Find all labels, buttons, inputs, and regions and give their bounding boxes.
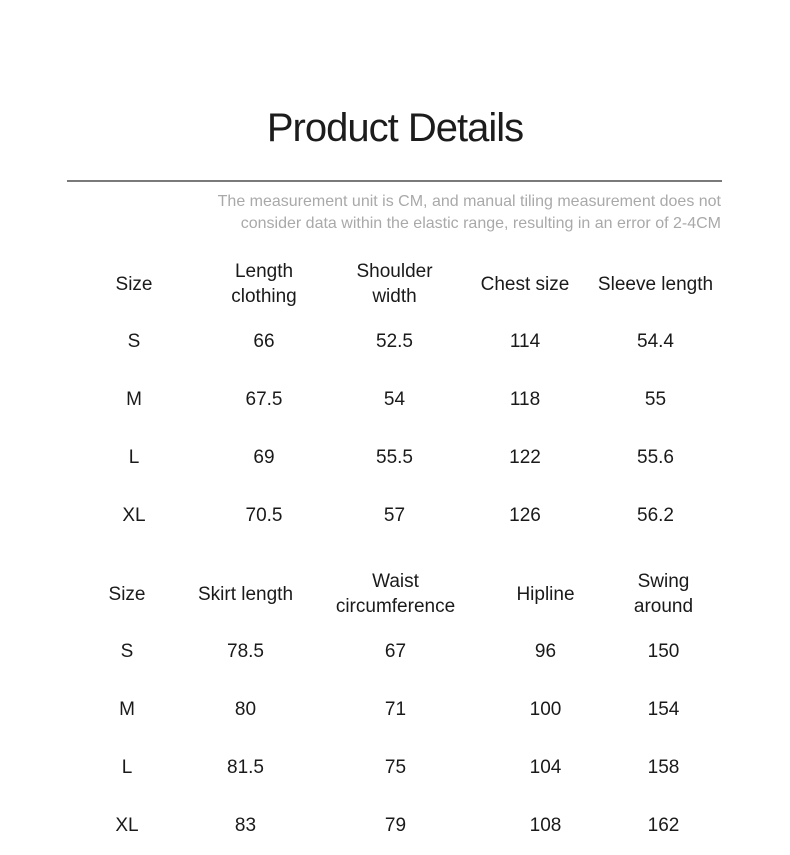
table-cell: 104: [529, 757, 562, 778]
header-hipline: Hipline: [516, 583, 575, 605]
table-cell: 66: [253, 331, 275, 352]
header-row: [69, 255, 721, 313]
header-size: Size: [108, 583, 146, 605]
table-row: [62, 681, 728, 739]
table-cell: 122: [509, 447, 541, 468]
header-waist-circumference: Waist circumference: [335, 571, 456, 617]
table-cell: XL: [115, 815, 139, 836]
table-cell: S: [120, 641, 134, 662]
table-cell: 78.5: [227, 641, 264, 662]
header-sleeve-length: Sleeve length: [597, 273, 714, 295]
table-cell: 75: [384, 757, 407, 778]
table-row: [69, 313, 721, 371]
table-cell: 114: [509, 331, 541, 352]
table-cell: 83: [234, 815, 257, 836]
table-cell: 69: [253, 447, 275, 468]
header-skirt-length: Skirt length: [197, 583, 294, 605]
table-cell: S: [127, 331, 141, 352]
table-cell: 126: [509, 505, 541, 526]
top-size-table: [69, 255, 721, 545]
table-cell: 96: [534, 641, 557, 662]
measurement-note-line-2: consider data within the elastic range, resulting in an error of 2-4CM: [240, 215, 721, 232]
header-shoulder-width: Shoulder width: [356, 261, 433, 307]
table-cell: 154: [647, 699, 680, 720]
table-cell: L: [128, 447, 140, 468]
table-cell: L: [121, 757, 133, 778]
table-cell: 81.5: [227, 757, 264, 778]
table-cell: 150: [647, 641, 680, 662]
table-cell: 162: [647, 815, 680, 836]
header-chest-size: Chest size: [480, 273, 570, 295]
table-cell: 79: [384, 815, 407, 836]
table-cell: M: [126, 389, 142, 410]
header-length-clothing: Length clothing: [231, 261, 297, 307]
measurement-note-line-1: The measurement unit is CM, and manual tiling measurement does not: [217, 193, 721, 210]
table-cell: 100: [529, 699, 562, 720]
table-cell: 71: [384, 699, 407, 720]
table-row: [62, 623, 728, 681]
table-cell: 52.5: [376, 331, 413, 352]
table-row: [69, 371, 721, 429]
table-cell: 55.5: [376, 447, 413, 468]
divider: [67, 180, 722, 182]
bottom-size-table: [62, 565, 728, 855]
table-cell: 54.4: [637, 331, 674, 352]
table-cell: 70.5: [245, 505, 283, 526]
table-cell: 67.5: [245, 389, 283, 410]
table-cell: 57: [383, 505, 406, 526]
table-cell: 54: [383, 389, 406, 410]
table-row: [69, 429, 721, 487]
measurement-note: [101, 191, 721, 235]
table-cell: XL: [122, 505, 146, 526]
table-cell: 158: [647, 757, 680, 778]
table-cell: 67: [384, 641, 407, 662]
table-cell: M: [119, 699, 135, 720]
page-title: Product Details: [266, 106, 524, 150]
table-cell: 80: [234, 699, 257, 720]
table-cell: 56.2: [637, 505, 674, 526]
table-cell: 108: [529, 815, 562, 836]
table-row: [62, 797, 728, 855]
header-swing-around: Swing around: [633, 571, 694, 617]
table-row: [69, 487, 721, 545]
header-row: [62, 565, 728, 623]
table-cell: 55.6: [637, 447, 674, 468]
table-cell: 118: [509, 389, 541, 410]
header-size: Size: [115, 273, 153, 295]
table-row: [62, 739, 728, 797]
table-cell: 55: [644, 389, 667, 410]
